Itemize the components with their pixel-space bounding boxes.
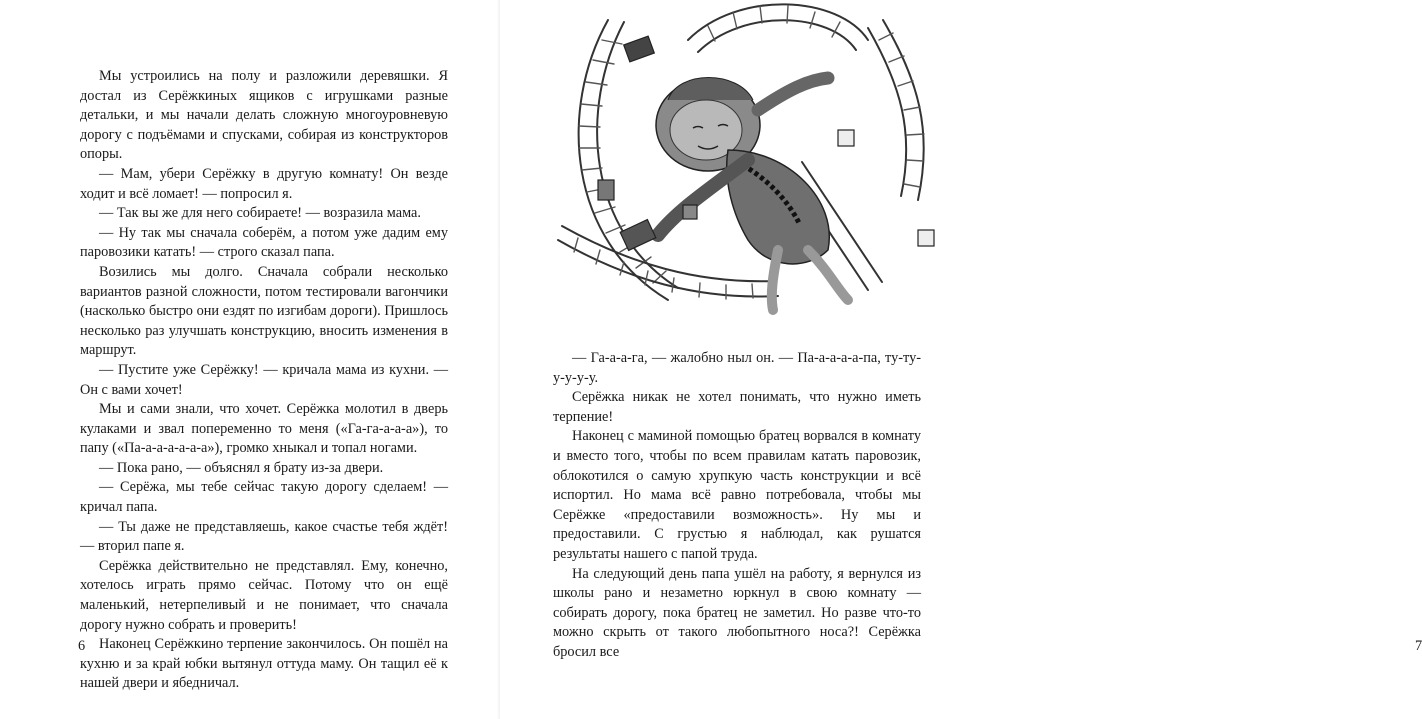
left-paragraph: Возились мы долго. Сначала собрали несколько вариантов разной сложности, потом тестировали вагончики (насколько быстро они ездят по изгибам дороги). Пришлось несколько раз улучшать конструкцию, вносить изменения в маршрут.: [80, 263, 448, 359]
left-paragraph: — Ты даже не представляешь, какое счастье тебя ждёт! — вторил папе я.: [80, 518, 448, 555]
left-paragraph: — Пока рано, — объяснял я брату из-за двери.: [99, 459, 384, 476]
left-paragraph: Серёжка действительно не представлял. Ему, конечно, хотелось играть прямо сейчас. Потому что он ещё маленький, нетерпеливый и не понимает, что сначала дорогу нужно собрать и проверить!: [80, 557, 448, 633]
right-paragraph: Серёжка никак не хотел понимать, что нужно иметь терпение!: [553, 389, 921, 425]
page-number-right: 7: [1415, 638, 1422, 654]
left-paragraph: — Серёжа, мы тебе сейчас такую дорогу сделаем! — кричал папа.: [80, 479, 448, 516]
left-paragraph: — Так вы же для него собираете! — возразила мама.: [99, 205, 421, 222]
left-paragraph: — Мам, убери Серёжку в другую комнату! Он везде ходит и всё ломает! — попросил я.: [80, 165, 448, 202]
left-paragraph: Наконец Серёжкино терпение закончилось. Он пошёл на кухню и за край юбки вытянул оттуда маму. Он тащил её к нашей двери и ябедничал.: [80, 636, 448, 692]
toddler-on-toy-railway-illustration: [538, 0, 958, 330]
left-page-text: [80, 67, 448, 694]
left-paragraph: — Пустите уже Серёжку! — кричала мама из кухни. — Он с вами хочет!: [80, 361, 448, 398]
left-page: [0, 0, 500, 719]
right-page-text: [553, 349, 921, 663]
right-paragraph: На следующий день папа ушёл на работу, я вернулся из школы рано и незаметно юркнул в свою комнату — собирать дорогу, пока братец не заметил. Но разве что-то можно скрыть от такого любопытного носа?! Серёжка бросил все: [553, 565, 921, 660]
page-number-left: 6: [78, 638, 86, 654]
left-paragraph: Мы устроились на полу и разложили деревяшки. Я достал из Серёжкиных ящиков с игрушками разные детальки, и мы начали делать сложную многоуровневую дорогу с подъёмами и спусками, собирая из конструкторов опоры.: [80, 68, 448, 163]
right-paragraph: — Га-а-а-га, — жалобно ныл он. — Па-а-а-а-а-па, ту-ту-у-у-у-у.: [553, 350, 921, 386]
left-paragraph: Мы и сами знали, что хочет. Серёжка молотил в дверь кулаками и звал попеременно то меня («Га-га-а-а-а»), то папу («Па-а-а-а-а-а-а»), громко хныкал и топал ногами.: [80, 401, 448, 457]
left-paragraph: — Ну так мы сначала соберём, а потом уже дадим ему паровозики катать! — строго сказал папа.: [80, 224, 448, 261]
right-paragraph: Наконец с маминой помощью братец ворвался в комнату и вместо того, чтобы по всем правилам катать паровозик, облокотился о самую хрупкую часть конструкции и всё испортил. Но мама всё равно потребовала, чтобы мы Серёжке «предоставили возможность». Ну мы и предоставили. С грустью я наблюдал, как рушатся результаты нашего с папой труда.: [553, 428, 921, 562]
